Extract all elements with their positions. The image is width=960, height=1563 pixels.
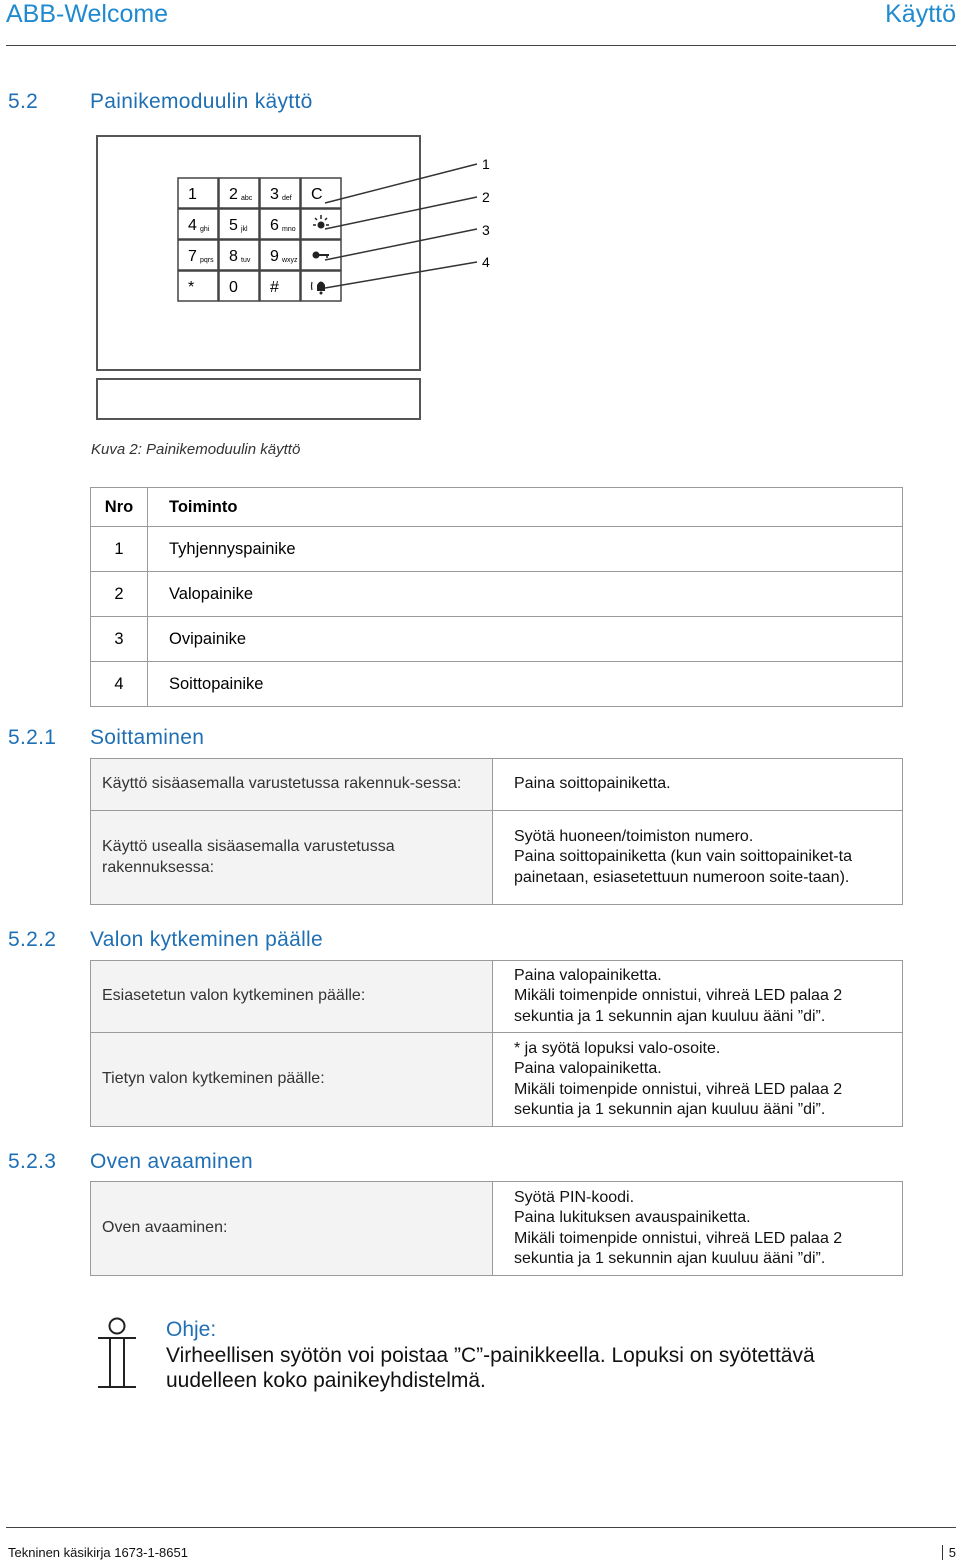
instruction-step: Syötä PIN-koodi. [514,1188,635,1206]
key-sublabel: wxyz [282,257,298,264]
instruction-steps: Paina soittopainiketta. [493,759,903,811]
keypad-key [301,209,341,239]
section-title: Soittaminen [90,726,205,749]
callout-label-4: 4 [482,254,490,270]
key-label: 8 [229,248,238,265]
instruction-context: Käyttö sisäasemalla varustetussa rakennuk-sessa: [91,759,493,811]
keypad-key [219,209,259,239]
instruction-step: * ja syötä lopuksi valo-osoite. [514,1039,721,1057]
calling-instructions-table [90,758,903,905]
key-sublabel: jkl [241,226,248,233]
callout-label-3: 3 [482,222,490,238]
key-label: 9 [270,248,279,265]
keypad-key [178,240,218,270]
section-number: 5.2.3 [8,1150,57,1173]
keypad-key [301,240,341,270]
light-instructions-table [90,960,903,1127]
section-title: Painikemoduulin käyttö [90,90,313,113]
section-title: Oven avaaminen [90,1150,253,1173]
key-label: C [311,186,323,203]
table-cell-nro: 3 [91,617,148,662]
module-bottom-panel [97,379,420,419]
footer-divider [6,1527,956,1528]
section-number: 5.2 [8,90,39,113]
table-header-row [91,488,903,527]
instruction-context: Esiasetetun valon kytkeminen päälle: [91,961,493,1033]
key-label: 1 [188,186,197,203]
keypad-key [219,271,259,301]
section-number: 5.2.2 [8,928,57,951]
table-row [91,1182,903,1276]
table-row [91,572,903,617]
document-header-chapter: Käyttö [885,0,956,28]
table-cell-nro: 4 [91,662,148,707]
instruction-steps [493,1182,903,1276]
key-sublabel: mno [282,226,296,233]
key-label: 7 [188,248,197,265]
key-label: 4 [188,217,197,234]
key-label: 0 [229,279,238,296]
instruction-steps [493,961,903,1033]
instruction-step: Mikäli toimenpide onnistui, vihreä LED palaa 2 sekuntia ja 1 sekunnin ajan kuuluu ääni ”di”. [514,1080,843,1118]
instruction-step: Paina valopainiketta. [514,1060,662,1077]
instruction-context: Oven avaaminen: [91,1182,493,1276]
instruction-step: Mikäli toimenpide onnistui, vihreä LED palaa 2 sekuntia ja 1 sekunnin ajan kuuluu ääni ”di”. [514,1229,843,1267]
instruction-steps [493,1033,903,1127]
keypad-key [178,271,218,301]
callout-label-1: 1 [482,156,490,172]
keypad-key [260,271,300,301]
info-person-icon [96,1316,138,1392]
callout-label-2: 2 [482,189,490,205]
instruction-context: Käyttö usealla sisäasemalla varustetussa rakennuksessa: [91,811,493,905]
column-header-toiminto: Toiminto [148,488,903,527]
key-label: 5 [229,217,238,234]
key-label: 3 [270,186,279,203]
key-label: * [188,279,195,296]
key-sublabel: def [282,195,292,202]
note-text: Virheellisen syötön voi poistaa ”C”-painikkeella. Lopuksi on syötettävä uudelleen koko painikeyhdistelmä. [166,1344,815,1392]
table-row [91,759,903,811]
instruction-step: Syötä huoneen/toimiston numero. [514,827,754,845]
keypad-key [178,209,218,239]
button-function-table [90,487,903,707]
table-cell-toiminto: Tyhjennyspainike [148,527,903,572]
keypad-key [301,178,341,208]
table-row [91,1033,903,1127]
section-heading-5-2-3 [8,1150,253,1174]
table-row [91,961,903,1033]
keypad-grid [178,178,341,301]
table-cell-toiminto: Ovipainike [148,617,903,662]
instruction-step: Paina valopainiketta. [514,966,662,984]
column-header-nro: Nro [91,488,148,527]
table-row [91,617,903,662]
key-sublabel: pqrs [200,257,214,264]
keypad-key [219,240,259,270]
table-row [91,527,903,572]
section-heading-5-2 [8,90,313,114]
table-row [91,811,903,905]
footer-document-id: Tekninen käsikirja 1673-1-8651 [8,1545,188,1560]
key-sublabel: tuv [241,257,251,264]
instruction-context: Tietyn valon kytkeminen päälle: [91,1033,493,1127]
instruction-steps [493,811,903,905]
instruction-step: Paina lukituksen avauspainiketta. [514,1209,751,1226]
keypad-key [219,178,259,208]
table-cell-nro: 2 [91,572,148,617]
section-heading-5-2-2 [8,928,323,952]
key-label: 2 [229,186,238,203]
note-title: Ohje: [166,1318,217,1341]
table-cell-toiminto: Valopainike [148,572,903,617]
header-divider [6,45,956,46]
instruction-step: Mikäli toimenpide onnistui, vihreä LED palaa 2 sekuntia ja 1 sekunnin ajan kuuluu ääni ”di”. [514,987,843,1025]
keypad-key [260,209,300,239]
section-number: 5.2.1 [8,726,57,749]
section-title: Valon kytkeminen päälle [90,928,323,951]
footer-page-number: 5 [942,1545,956,1560]
table-row [91,662,903,707]
document-header-title: ABB-Welcome [6,0,169,28]
keypad-key [260,178,300,208]
key-label: 6 [270,217,279,234]
keypad-key [260,240,300,270]
key-sublabel: abc [241,195,253,202]
table-cell-toiminto: Soittopainike [148,662,903,707]
instruction-step: Paina soittopainiketta (kun vain soittopainiket-ta painetaan, esiasetettuun numeroon soite-taan). [514,848,852,886]
key-label: # [270,279,279,296]
keypad-module-figure [80,125,520,425]
key-sublabel: ghi [200,226,210,233]
keypad-key [178,178,218,208]
door-instructions-table [90,1181,903,1276]
section-heading-5-2-1 [8,726,204,750]
figure-caption: Kuva 2: Painikemoduulin käyttö [91,441,301,458]
table-cell-nro: 1 [91,527,148,572]
